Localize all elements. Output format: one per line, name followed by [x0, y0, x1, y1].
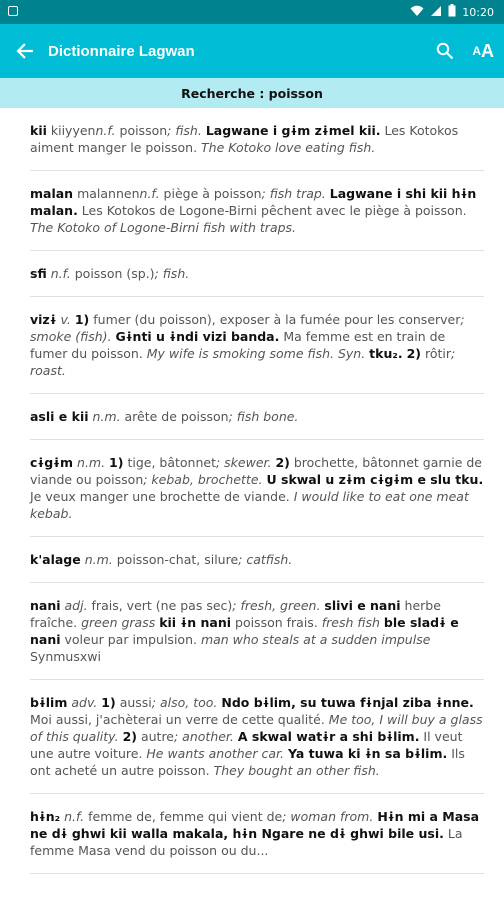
entry-text: ; another. — [174, 729, 234, 744]
entry-headword: vizɨ — [30, 312, 57, 327]
entry-text: The Kotoko love eating fish. — [201, 140, 376, 155]
entry-text: brochette, bâtonnet garnie de viande ou poisson — [30, 455, 482, 487]
entry-headword: hɨn₂ — [30, 809, 61, 824]
entry-text: piège à poisson — [159, 186, 262, 201]
entry-text: A skwal watɨr a shi bɨlim. — [237, 729, 420, 744]
entry-text: poisson (sp.) — [70, 266, 155, 281]
dictionary-entry[interactable] — [30, 440, 484, 537]
font-size-small-label: A — [472, 44, 481, 58]
entry-list — [0, 108, 504, 874]
entry-text: n.m. — [77, 455, 106, 470]
entry-text: ; fish trap. — [261, 186, 326, 201]
entry-text: Lagwane i shi kii hɨn malan. — [30, 186, 477, 218]
font-size-button[interactable] — [472, 41, 494, 62]
entry-text: fresh fish — [321, 615, 380, 630]
entry-text: rôtir — [421, 346, 451, 361]
entry-text: herbe fraîche. — [30, 598, 441, 630]
wifi-icon — [410, 5, 424, 20]
dictionary-entry[interactable] — [30, 583, 484, 680]
entry-text: poisson-chat, silure — [112, 552, 239, 567]
entry-text: femme de, femme qui vient de — [84, 809, 283, 824]
font-size-big-label: A — [481, 40, 494, 61]
entry-text: kii ɨn nani — [159, 615, 232, 630]
entry-text: Il veut une autre voiture. — [30, 729, 463, 761]
entry-text: n.f. — [64, 809, 85, 824]
entry-text: frais, vert (ne pas sec) — [87, 598, 233, 613]
app-bar — [0, 24, 504, 78]
entry-text: ble sladɨ e nani — [30, 615, 459, 647]
entry-text: autre — [136, 729, 174, 744]
entry-headword: bɨlim — [30, 695, 68, 710]
entry-text: ; smoke (fish). — [30, 312, 465, 344]
dictionary-entry[interactable] — [30, 794, 484, 874]
entry-text: The Kotoko of Logone-Birni fish with traps. — [30, 220, 297, 235]
entry-text: n.f. — [95, 123, 116, 138]
dictionary-entry[interactable] — [30, 108, 484, 171]
search-icon — [436, 42, 454, 60]
entry-text: They bought an other fish. — [213, 763, 380, 778]
entry-text: La femme Masa vend du poisson ou du... — [30, 826, 463, 858]
entry-text: ; fish bone. — [228, 409, 299, 424]
entry-text: 1) — [74, 312, 90, 327]
entry-text: ; fish. — [154, 266, 190, 281]
entry-text: adv. — [71, 695, 98, 710]
entry-headword: nani — [30, 598, 61, 613]
entry-text: kiiyyen — [46, 123, 96, 138]
entry-text: arête de poisson — [120, 409, 229, 424]
entry-text: He wants another car. — [146, 746, 284, 761]
status-bar — [0, 0, 504, 24]
dictionary-entry[interactable] — [30, 251, 484, 297]
entry-text: Gɨnti u ɨndi vizi banda. — [115, 329, 280, 344]
entry-text: poisson — [115, 123, 168, 138]
entry-text: Ya tuwa ki ɨn sa bɨlim. — [287, 746, 448, 761]
entry-text: Moi aussi, j'achèterai un verre de cette qualité. — [30, 712, 329, 727]
entry-text: malannen — [73, 186, 140, 201]
entry-text: green grass — [81, 615, 156, 630]
entry-text: 2) — [122, 729, 137, 744]
entry-text: slivi e nani — [324, 598, 401, 613]
dictionary-entry[interactable] — [30, 537, 484, 583]
entry-text: 1) — [109, 455, 124, 470]
entry-text: ; roast. — [30, 346, 456, 378]
entry-text: ; skewer. — [215, 455, 272, 470]
entry-text: tku₂. — [369, 346, 403, 361]
entry-text: v. — [60, 312, 71, 327]
entry-text: Ils ont acheté un autre poisson. — [30, 746, 465, 778]
entry-text: tige, bâtonnet — [123, 455, 216, 470]
battery-icon — [448, 4, 456, 20]
entry-headword: cɨgɨm — [30, 455, 74, 470]
entry-text: poisson frais. — [231, 615, 322, 630]
entry-headword: kii — [30, 123, 47, 138]
entry-headword: sfi — [30, 266, 47, 281]
entry-text: Ma femme est en train de fumer du poisson. — [30, 329, 446, 361]
entry-text: Synmusxwi — [30, 649, 101, 664]
entry-text: Lagwane i gɨm zɨmel kii. — [205, 123, 381, 138]
entry-text: My wife is smoking some fish. Syn. — [146, 346, 366, 361]
entry-headword: malan — [30, 186, 74, 201]
clock-time: 10:20 — [462, 5, 494, 19]
entry-text: 2) — [406, 346, 421, 361]
entry-text: Ndo bɨlim, su tuwa fɨnjal ziba ɨnne. — [221, 695, 474, 710]
entry-text: voleur par impulsion. — [60, 632, 201, 647]
entry-text: adj. — [64, 598, 88, 613]
app-title: Dictionnaire Lagwan — [48, 42, 195, 60]
entry-text: ; kebab, brochette. — [143, 472, 263, 487]
entry-text: ; also, too. — [151, 695, 218, 710]
entry-text: I would like to eat one meat kebab. — [30, 489, 469, 521]
entry-text: 1) — [101, 695, 116, 710]
entry-text: Les Kotokos aiment manger le poisson. — [30, 123, 459, 155]
entry-headword: asli e kii — [30, 409, 89, 424]
entry-text: Je veux manger une brochette de viande. — [30, 489, 294, 504]
dictionary-entry[interactable] — [30, 171, 484, 251]
entry-text: U skwal u zɨm cɨgɨm e slu tku. — [266, 472, 484, 487]
entry-text: n.m. — [92, 409, 121, 424]
entry-text: Les Kotokos de Logone-Birni pêchent avec le piège à poisson. — [77, 203, 467, 218]
entry-text: ; fresh, green. — [232, 598, 321, 613]
dictionary-entry[interactable] — [30, 394, 484, 440]
entry-text: n.f. — [139, 186, 160, 201]
signal-icon — [430, 5, 442, 20]
entry-text: n.f. — [50, 266, 71, 281]
entry-text: man who steals at a sudden impulse — [200, 632, 431, 647]
entry-text: 2) — [275, 455, 290, 470]
entry-text: Me too, I will buy a glass of this quality. — [30, 712, 483, 744]
back-button[interactable] — [12, 38, 38, 64]
entry-text: Hɨn mi a Masa ne dɨ ghwi kii walla makala, hɨn Ngare ne dɨ ghwi bile usi. — [30, 809, 480, 841]
notification-icon — [8, 6, 18, 19]
entry-text: ; catfish. — [238, 552, 293, 567]
entry-text: ; fish. — [167, 123, 202, 138]
entry-text: aussi — [115, 695, 152, 710]
entry-headword: k'alage — [30, 552, 81, 567]
entry-text: fumer (du poisson), exposer à la fumée pour les conserver — [89, 312, 461, 327]
arrow-left-icon — [16, 42, 34, 60]
search-query-header: Recherche : poisson — [0, 78, 504, 108]
search-button[interactable] — [436, 42, 454, 60]
dictionary-entry[interactable] — [30, 297, 484, 394]
dictionary-entry[interactable] — [30, 680, 484, 794]
entry-text: ; woman from. — [282, 809, 374, 824]
entry-text: n.m. — [84, 552, 113, 567]
